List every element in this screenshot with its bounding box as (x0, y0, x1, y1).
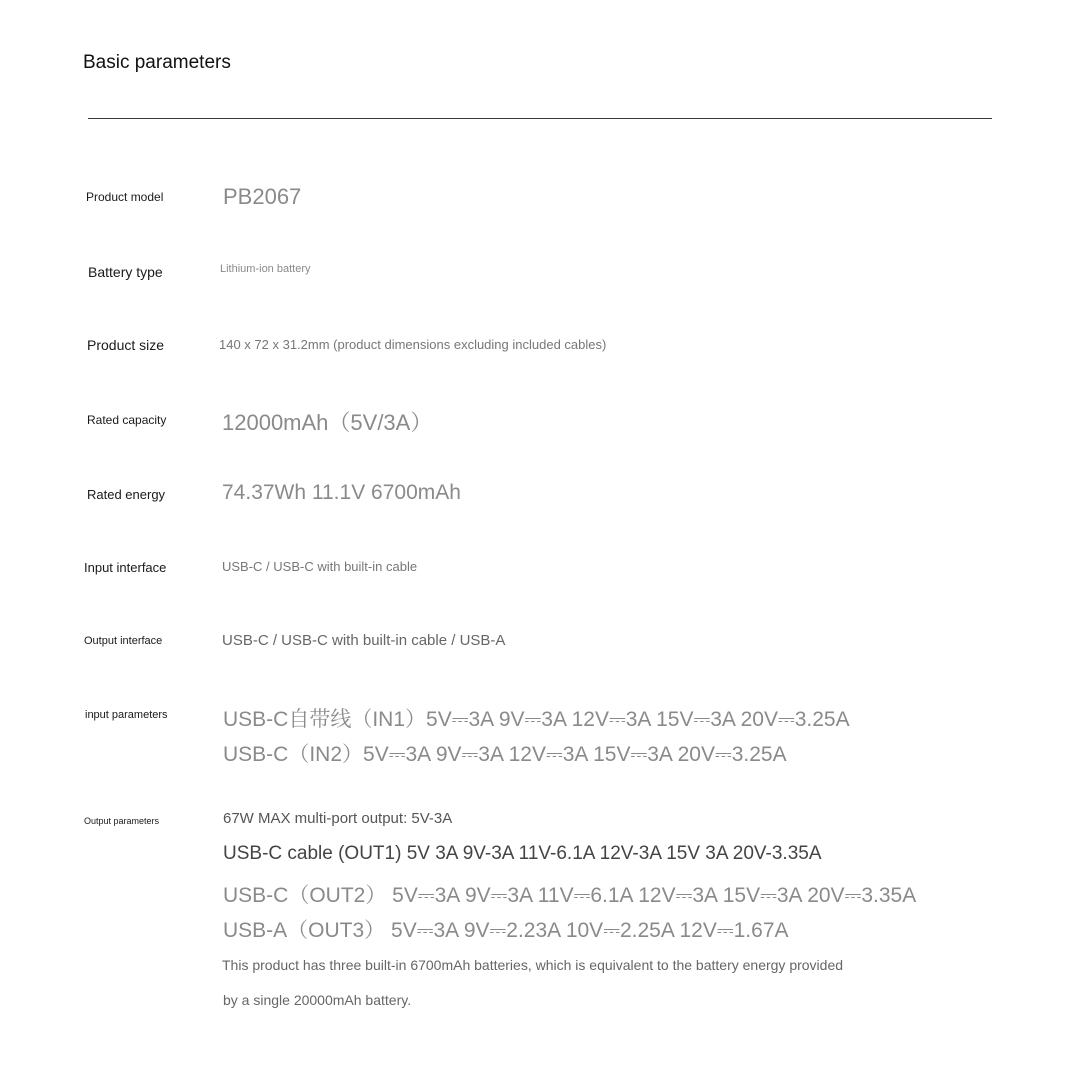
label-output-interface: Output interface (84, 635, 163, 647)
label-output-parameters: Output parameters (84, 816, 160, 826)
value-product-model: PB2067 (223, 184, 302, 209)
label-input-parameters: input parameters (85, 709, 168, 721)
divider (88, 118, 992, 119)
label-rated-energy: Rated energy (87, 487, 166, 502)
output-param-line-2: USB-C cable (OUT1) 5V 3A 9V-3A 11V-6.1A 12V-3A 15V 3A 20V-3.35A (223, 843, 822, 864)
label-product-size: Product size (87, 337, 165, 353)
output-param-line-3: USB-C（OUT2） 5V⎓3A 9V⎓3A 11V⎓6.1A 12V⎓3A 15V⎓3A 20V⎓3.35A (223, 884, 917, 907)
label-input-interface: Input interface (84, 560, 167, 575)
label-rated-capacity: Rated capacity (87, 413, 167, 427)
value-product-size: 140 x 72 x 31.2mm (product dimensions excluding included cables) (219, 337, 607, 352)
value-battery-type: Lithium-ion battery (220, 263, 311, 275)
input-param-line-2: USB-C（IN2）5V⎓3A 9V⎓3A 12V⎓3A 15V⎓3A 20V⎓3.25A (223, 743, 787, 766)
value-rated-energy: 74.37Wh 11.1V 6700mAh (222, 481, 461, 504)
output-param-note-2: by a single 20000mAh battery. (223, 992, 412, 1008)
output-param-note-1: This product has three built-in 6700mAh batteries, which is equivalent to the battery energy provided (222, 957, 844, 973)
label-product-model: Product model (86, 190, 164, 204)
output-param-line-1: 67W MAX multi-port output: 5V-3A (223, 810, 453, 827)
value-rated-capacity: 12000mAh（5V/3A） (222, 410, 433, 435)
output-param-line-4: USB-A（OUT3） 5V⎓3A 9V⎓2.23A 10V⎓2.25A 12V⎓1.67A (223, 919, 789, 942)
value-output-interface: USB-C / USB-C with built-in cable / USB-A (222, 632, 506, 649)
label-battery-type: Battery type (88, 264, 163, 280)
value-input-interface: USB-C / USB-C with built-in cable (222, 559, 418, 574)
page-title: Basic parameters (83, 52, 231, 73)
input-param-line-1: USB-C自带线（IN1）5V⎓3A 9V⎓3A 12V⎓3A 15V⎓3A 20V⎓3.25A (223, 708, 850, 731)
